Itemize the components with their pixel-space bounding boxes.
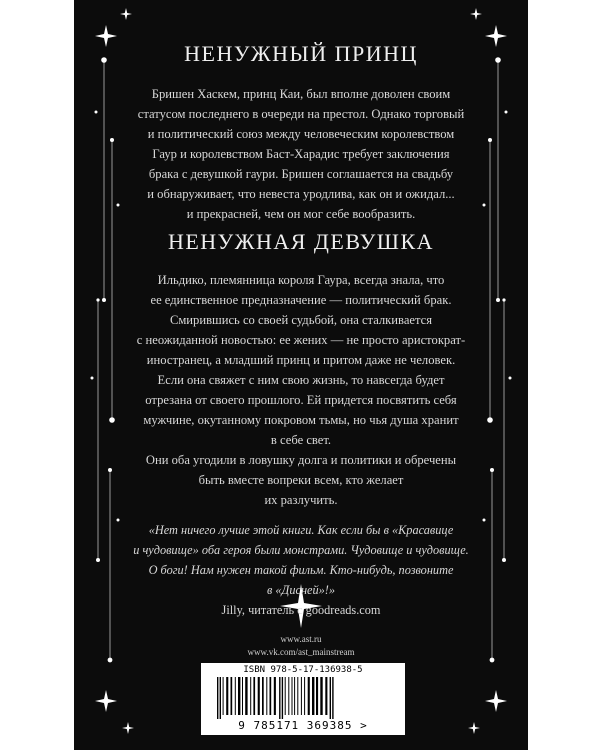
text-line: в себе свет. — [270, 433, 332, 447]
quote-line: и чудовище» оба героя были монстрами. Чудовище и чудовище. — [133, 543, 469, 557]
text-line: статусом последнего в очереди на престол. Однако торговый — [137, 107, 465, 121]
isbn-text: ISBN 978-5-17-136938-5 — [243, 665, 363, 675]
text-line: Если она свяжет с ним свою жизнь, то навсегда будет — [157, 373, 445, 387]
text-line: мужчине, окутанному покровом тьмы, но чья душа хранит — [143, 413, 459, 427]
quote-attribution: Jilly, читатель с goodreads.com — [221, 603, 381, 617]
text-line: Гаур и королевством Баст-Харадис требует заключения — [152, 147, 450, 161]
text-line: Бришен Хаскем, принц Каи, был вполне доволен своим — [151, 87, 451, 101]
barcode-block — [201, 663, 405, 735]
text-line: Ильдико, племянница короля Гаура, всегда знала, что — [157, 273, 445, 287]
text-line: и политический союз между человеческим королевством — [147, 127, 455, 141]
star-icon — [120, 8, 132, 20]
website-link[interactable]: www.ast.ru — [280, 634, 322, 644]
book-back-cover — [74, 0, 528, 750]
barcode-number: 9 785171 369385 > — [238, 719, 368, 732]
barcode-icon — [215, 677, 391, 719]
text-line: брака с девушкой гаури. Бришен соглашается на свадьбу — [148, 167, 454, 181]
star-icon — [95, 690, 117, 712]
heading-unneeded-girl: НЕНУЖНАЯ ДЕВУШКА — [167, 229, 435, 254]
text-line: Смирившись со своей судьбой, она сталкивается — [169, 313, 433, 327]
text-line: иностранец, а младший принц и притом даже не человек. — [146, 353, 456, 367]
text-line: с неожиданной новостью: ее жених — не просто аристократ- — [136, 333, 466, 347]
text-line: быть вместе вопреки всем, кто желает — [198, 473, 404, 487]
star-icon — [485, 690, 507, 712]
quote-line: «Нет ничего лучше этой книги. Как если бы в «Красавице — [148, 523, 454, 537]
star-icon — [470, 8, 482, 20]
social-link[interactable]: www.vk.com/ast_mainstream — [247, 647, 355, 657]
quote-line: О боги! Нам нужен такой фильм. Кто-нибудь, позвоните — [148, 563, 454, 577]
text-line: ее единственное предназначение — политический брак. — [150, 293, 452, 307]
text-line: Они оба угодили в ловушку долга и политики и обречены — [145, 453, 457, 467]
star-icon — [122, 722, 134, 734]
quote-line: в «Дисней»!» — [266, 583, 336, 597]
text-line: отрезана от своего прошлого. Ей придется посвятить себя — [145, 393, 457, 407]
star-icon — [468, 722, 480, 734]
text-line: и обнаруживает, что невеста уродлива, как он и ожидал... — [147, 187, 455, 201]
text-line: их разлучить. — [264, 493, 338, 507]
text-line: и прекрасней, чем он мог себе вообразить. — [186, 207, 416, 221]
heading-unneeded-prince: НЕНУЖНЫЙ ПРИНЦ — [184, 41, 418, 66]
